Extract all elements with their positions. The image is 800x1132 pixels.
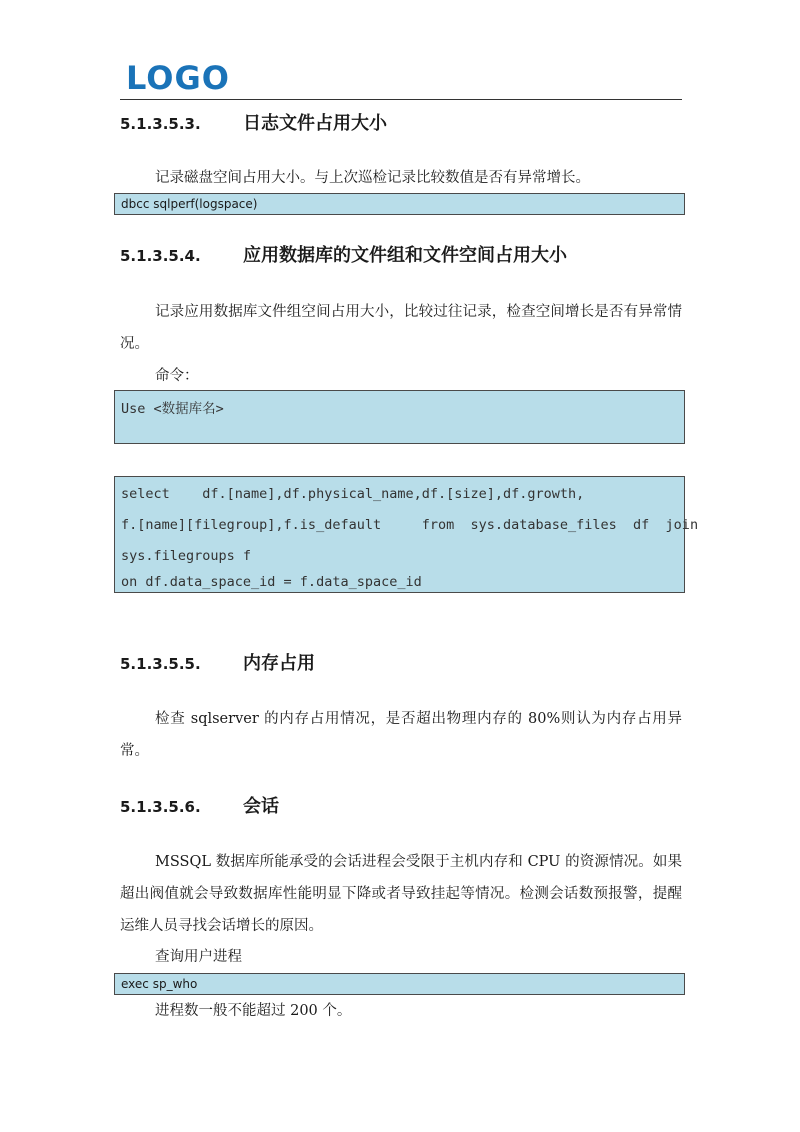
section-number: 5.1.3.5.4. — [120, 247, 201, 265]
command-label: 命令： — [155, 368, 199, 384]
note-text: 进程数一般不能超过 200 个。 — [155, 1003, 352, 1019]
section-number: 5.1.3.5.3. — [120, 115, 201, 133]
section-title: 应用数据库的文件组和文件空间占用大小 — [243, 245, 567, 266]
code-line: select df.[name],df.physical_name,df.[size],df.growth, — [121, 486, 585, 502]
logo: LOGO — [126, 59, 230, 97]
code-line: on df.data_space_id = f.data_space_id — [121, 574, 422, 590]
code-block-use-db: Use <数据库名> — [114, 390, 685, 444]
section-paragraph: 记录应用数据库文件组空间占用大小，比较过往记录，检查空间增长是否有异常情况。 — [120, 304, 682, 352]
section-paragraph: 检查 sqlserver 的内存占用情况，是否超出物理内存的 80%则认为内存占用异常。 — [120, 711, 682, 759]
section-number: 5.1.3.5.5. — [120, 655, 201, 673]
section-title: 会话 — [243, 796, 279, 817]
section-title: 内存占用 — [243, 653, 315, 674]
code-line: f.[name][filegroup],f.is_default from sys.database_files df join — [121, 517, 699, 533]
code-line: sys.filegroups f — [121, 548, 252, 564]
code-block: dbcc sqlperf(logspace) — [114, 193, 685, 215]
header-divider — [120, 99, 682, 100]
query-label: 查询用户进程 — [155, 949, 242, 965]
section-number: 5.1.3.5.6. — [120, 798, 201, 816]
code-block-select-query — [114, 476, 699, 593]
section-paragraph: 记录磁盘空间占用大小。与上次巡检记录比较数值是否有异常增长。 — [155, 170, 590, 186]
code-block: exec sp_who — [114, 973, 685, 995]
section-paragraph: MSSQL 数据库所能承受的会话进程会受限于主机内存和 CPU 的资源情况。如果超出阀值就会导致数据库性能明显下降或者导致挂起等情况。检测会话数预报警，提醒运维人员寻找会话增长的原因。 — [120, 854, 682, 934]
section-title: 日志文件占用大小 — [243, 113, 387, 134]
